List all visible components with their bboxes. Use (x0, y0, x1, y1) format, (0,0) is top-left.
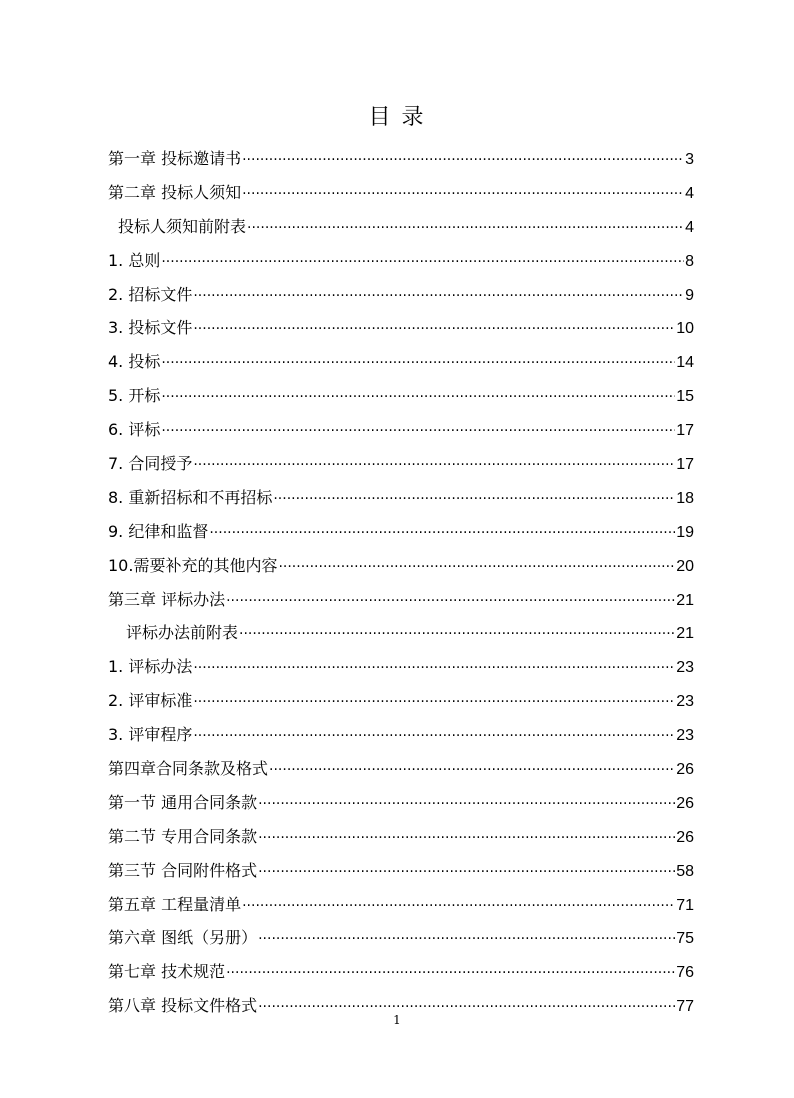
toc-entry-page: 71 (676, 896, 694, 914)
toc-leader-dots (226, 583, 675, 617)
toc-entry-label: 3. 评审程序 (108, 725, 193, 745)
toc-entry (108, 481, 694, 515)
toc-leader-dots (193, 278, 684, 312)
toc-leader-dots (258, 854, 675, 888)
toc-entry-page: 76 (676, 964, 694, 982)
toc-entry-page: 75 (676, 930, 694, 948)
toc-entry-label: 2. 招标文件 (108, 284, 193, 304)
toc-entry (108, 921, 694, 955)
toc-entry-label: 1. 评标办法 (108, 657, 193, 677)
toc-entry (108, 616, 694, 650)
toc-entry (108, 142, 694, 176)
toc-entry (108, 955, 694, 989)
toc-entry-page: 58 (676, 862, 694, 880)
toc-leader-dots (193, 684, 675, 718)
toc-entry (108, 413, 694, 447)
toc-entry-label: 第三节 合同附件格式 (108, 860, 258, 880)
toc-entry (108, 888, 694, 922)
toc-leader-dots (242, 888, 675, 922)
toc-entry-label: 评标办法前附表 (126, 623, 239, 643)
toc-entry-label: 第一节 通用合同条款 (108, 792, 258, 812)
toc-entry (108, 718, 694, 752)
toc-entry-page: 4 (685, 184, 694, 202)
toc-entry-label: 第二节 专用合同条款 (108, 826, 258, 846)
toc-entry-page: 19 (676, 523, 694, 541)
toc-entry (108, 684, 694, 718)
toc-entry-label: 第二章 投标人须知 (108, 182, 242, 202)
toc-entry (108, 244, 694, 278)
toc-leader-dots (161, 379, 675, 413)
toc-leader-dots (258, 921, 675, 955)
toc-entry-label: 第八章 投标文件格式 (108, 996, 258, 1016)
toc-entry-page: 8 (685, 252, 694, 270)
toc-leader-dots (273, 481, 675, 515)
toc-entry (108, 752, 694, 786)
toc-entry-page: 3 (685, 151, 694, 168)
toc-entry-label: 1. 总则 (108, 250, 161, 270)
toc-entry-label: 6. 评标 (108, 420, 161, 440)
toc-entry-page: 23 (676, 693, 694, 711)
toc-leader-dots (193, 718, 675, 752)
toc-leader-dots (278, 549, 675, 583)
toc-entry-page: 23 (676, 727, 694, 745)
toc-entry (108, 345, 694, 379)
toc-entry-label: 第七章 技术规范 (108, 962, 226, 982)
toc-entry-page: 18 (676, 489, 694, 507)
toc-entry-page: 10 (676, 320, 694, 338)
toc-leader-dots (258, 820, 675, 854)
toc-entry-page: 21 (676, 625, 694, 643)
toc-entry (108, 176, 694, 210)
toc-entry-page: 14 (676, 354, 694, 372)
toc-entry-page: 26 (676, 794, 694, 812)
toc-entry-label: 4. 投标 (108, 352, 161, 372)
toc-entry-label: 第一章 投标邀请书 (108, 149, 242, 168)
toc-entry-label: 3. 投标文件 (108, 318, 193, 338)
toc-entry (108, 854, 694, 888)
toc-leader-dots (239, 616, 675, 650)
toc-entry (108, 210, 694, 244)
toc-entry-label: 第六章 图纸（另册） (108, 928, 258, 948)
toc-entry (108, 549, 694, 583)
toc-entry-page: 26 (676, 828, 694, 846)
toc-leader-dots (193, 311, 675, 345)
toc-leader-dots (209, 515, 675, 549)
toc-entry-label: 10.需要补充的其他内容 (108, 555, 278, 575)
toc-leader-dots (161, 413, 675, 447)
toc-entry (108, 650, 694, 684)
toc-entry-label: 投标人须知前附表 (118, 216, 247, 236)
toc-leader-dots (269, 752, 675, 786)
toc-entry (108, 583, 694, 617)
toc-entry (108, 447, 694, 481)
toc-entry-page: 9 (685, 286, 694, 304)
toc-entry-label: 5. 开标 (108, 386, 161, 406)
page-number: 1 (393, 1013, 401, 1027)
toc-leader-dots (193, 447, 675, 481)
toc-entry-label: 8. 重新招标和不再招标 (108, 487, 273, 507)
toc-leader-dots (242, 176, 684, 210)
toc-leader-dots (161, 345, 675, 379)
toc-entry-label: 9. 纪律和监督 (108, 521, 209, 541)
toc-entry-label: 7. 合同授予 (108, 454, 193, 474)
toc-entry (108, 379, 694, 413)
toc-leader-dots (226, 955, 675, 989)
toc-entry (108, 820, 694, 854)
toc-entry-label: 2. 评审标准 (108, 691, 193, 711)
toc-leader-dots (193, 650, 675, 684)
toc-entry (108, 786, 694, 820)
toc-entry-page: 17 (676, 456, 694, 474)
toc-leader-dots (258, 786, 675, 820)
toc-entry-label: 第五章 工程量清单 (108, 894, 242, 914)
toc-entry-page: 4 (685, 218, 694, 236)
toc-entry (108, 515, 694, 549)
toc-entry-page: 15 (676, 388, 694, 406)
toc-entry-page: 77 (676, 998, 694, 1016)
toc-entry-page: 23 (676, 659, 694, 677)
table-of-contents (108, 142, 694, 1023)
toc-entry-label: 第四章合同条款及格式 (108, 759, 269, 779)
page-title: 目 录 (368, 105, 426, 130)
toc-entry-page: 17 (676, 422, 694, 440)
toc-entry-page: 21 (676, 591, 694, 609)
toc-leader-dots (242, 142, 684, 176)
toc-entry (108, 278, 694, 312)
toc-entry-page: 26 (676, 761, 694, 779)
toc-entry-label: 第三章 评标办法 (108, 589, 226, 609)
toc-entry (108, 311, 694, 345)
toc-leader-dots (247, 210, 684, 244)
toc-entry-page: 20 (676, 557, 694, 575)
toc-leader-dots (161, 244, 684, 278)
